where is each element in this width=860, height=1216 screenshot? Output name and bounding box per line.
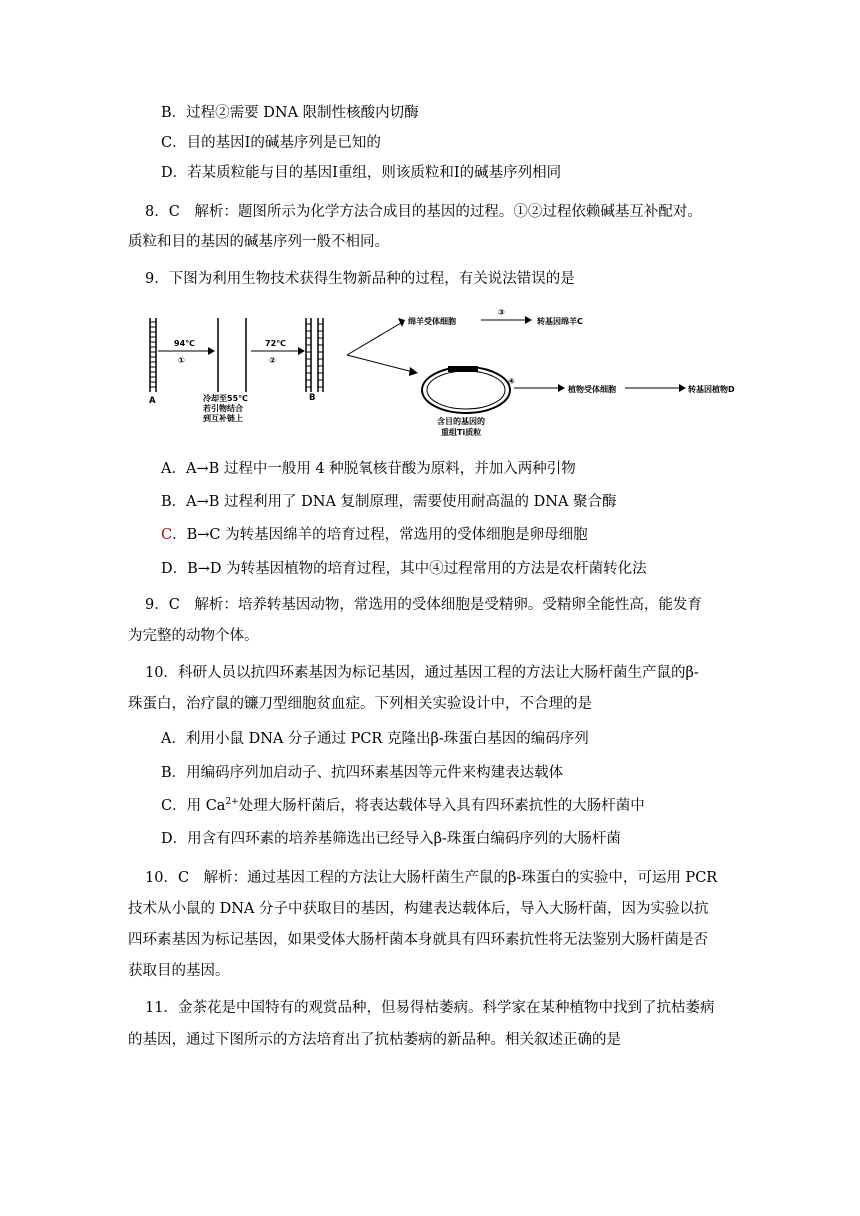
q10-option-c-superscript: 2+ xyxy=(225,797,239,807)
branch-arrow-sheep xyxy=(347,323,401,355)
a9-line-1: 9．C 解析：培养转基因动物，常选用的受体细胞是受精卵。受精卵全能性高，能发育 xyxy=(145,597,702,613)
cool-line-3: 到互补链上 xyxy=(203,414,243,423)
arrow-4-head xyxy=(558,384,565,392)
pcr-transgenic-diagram xyxy=(148,300,738,445)
step-4-label: ④ xyxy=(508,377,515,386)
plasmid-label-2: 重组Ti质粒 xyxy=(441,428,482,437)
step-2-label: ② xyxy=(269,356,276,365)
a10-line-1: 10．C 解析：通过基因工程的方法让大肠杆菌生产鼠的β-珠蛋白的实验中，可运用 PCR xyxy=(145,870,718,886)
dna-b-icon xyxy=(306,318,323,392)
q7-option-b: B．过程②需要 DNA 限制性核酸内切酶 xyxy=(161,105,419,121)
arrow-3-head xyxy=(525,316,532,324)
q9-option-c-text: ．B→C 为转基因绵羊的培育过程，常选用的受体细胞是卵母细胞 xyxy=(172,527,588,543)
q11-stem-1: 11．金茶花是中国特有的观赏品种，但易得枯萎病。科学家在某种植物中找到了抗枯萎病 xyxy=(145,1000,715,1016)
a9-line-2: 为完整的动物个体。 xyxy=(128,628,259,644)
transgenic-sheep-c: 转基因绵羊C xyxy=(537,317,583,326)
a8-line-1: 8．C 解析：题图所示为化学方法合成目的基因的过程。①②过程依赖碱基互补配对。 xyxy=(145,204,702,220)
arrow-5-head xyxy=(679,384,686,392)
plasmid-icon xyxy=(422,366,510,413)
a10-line-2: 技术从小鼠的 DNA 分子中获取目的基因，构建表达载体后，导入大肠杆菌，因为实验以抗 xyxy=(128,901,709,917)
sheep-recipient-cell: 绵羊受体细胞 xyxy=(408,317,456,326)
q9-stem: 9．下图为利用生物技术获得生物新品种的过程，有关说法错误的是 xyxy=(145,271,575,287)
branch-arrow-sheep-head xyxy=(398,318,405,327)
q10-option-c-pre: C．用 Ca xyxy=(161,798,226,814)
q10-option-c-post: 处理大肠杆菌后，将表达载体导入具有四环素抗性的大肠杆菌中 xyxy=(238,798,645,814)
q9-option-c-letter: C xyxy=(161,527,173,543)
a10-line-4: 获取目的基因。 xyxy=(128,963,230,979)
cool-line-2: 若引物结合 xyxy=(203,404,243,413)
separated-strands-icon xyxy=(218,318,246,392)
temp-94: 94℃ xyxy=(174,339,195,348)
q10-option-c xyxy=(161,796,645,816)
q10-option-d: D．用含有四环素的培养基筛选出已经导入β-珠蛋白编码序列的大肠杆菌 xyxy=(161,831,621,847)
step-1-label: ① xyxy=(178,356,185,365)
q7-option-d: D．若某质粒能与目的基因Ⅰ重组，则该质粒和Ⅰ的碱基序列相同 xyxy=(161,165,562,181)
label-b: B xyxy=(309,393,316,403)
a8-line-2: 质粒和目的基因的碱基序列一般不相同。 xyxy=(128,234,389,250)
q10-option-a: A．利用小鼠 DNA 分子通过 PCR 克隆出β-珠蛋白基因的编码序列 xyxy=(161,731,589,747)
a10-line-3: 四环素基因为标记基因，如果受体大肠杆菌本身就具有四环素抗性将无法鉴别大肠杆菌是否 xyxy=(128,932,708,948)
q10-stem-1: 10．科研人员以抗四环素基因为标记基因，通过基因工程的方法让大肠杆菌生产鼠的β- xyxy=(145,665,699,681)
q9-option-a: A．A→B 过程中一般用 4 种脱氧核苷酸为原料，并加入两种引物 xyxy=(161,461,576,477)
temp-72: 72℃ xyxy=(265,339,286,348)
q7-option-c: C．目的基因Ⅰ的碱基序列是已知的 xyxy=(161,135,381,151)
branch-arrow-plasmid-head xyxy=(409,367,418,376)
branch-arrow-plasmid xyxy=(347,355,413,372)
dna-a-icon xyxy=(150,318,156,392)
label-a: A xyxy=(149,396,156,406)
q9-option-c xyxy=(161,525,588,545)
transgenic-plant-d: 转基因植物D xyxy=(688,385,735,394)
q10-option-b: B．用编码序列加启动子、抗四环素基因等元件来构建表达载体 xyxy=(161,765,564,781)
arrow-2-head xyxy=(298,347,305,355)
step-3-label: ③ xyxy=(498,308,505,317)
q9-option-d: D．B→D 为转基因植物的培育过程，其中④过程常用的方法是农杆菌转化法 xyxy=(161,561,647,577)
plant-recipient-cell: 植物受体细胞 xyxy=(568,385,616,394)
cool-line-1: 冷却至55℃ xyxy=(203,394,248,403)
arrow-1-head xyxy=(208,347,215,355)
plasmid-label-1: 含目的基因的 xyxy=(437,417,485,426)
q9-option-b: B．A→B 过程利用了 DNA 复制原理，需要使用耐高温的 DNA 聚合酶 xyxy=(161,494,617,510)
q10-stem-2: 珠蛋白，治疗鼠的镰刀型细胞贫血症。下列相关实验设计中，不合理的是 xyxy=(128,696,592,712)
q11-stem-2: 的基因，通过下图所示的方法培育出了抗枯萎病的新品种。相关叙述正确的是 xyxy=(128,1032,621,1048)
